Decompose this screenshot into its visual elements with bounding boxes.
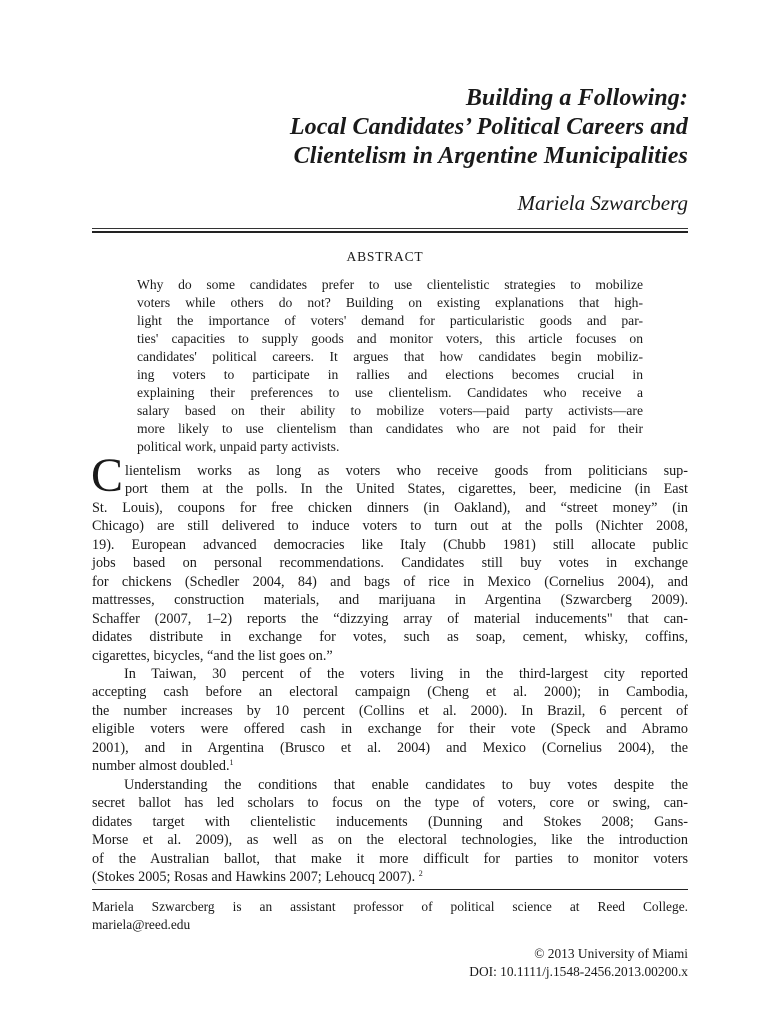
body-line: port them at the polls. In the United States, cigarettes, beer, medicine (in East: [125, 481, 688, 498]
body-line: [92, 868, 688, 886]
article-title: [128, 84, 688, 171]
abstract-text: [137, 276, 643, 456]
abstract-line: ties' capacities to supply goods and monitor voters, this article focuses on: [137, 331, 643, 346]
title-line: Building a Following:: [465, 85, 688, 111]
footnote-divider: [92, 889, 688, 890]
abstract-line: more likely to use clientelism than candidates who are not paid for their: [137, 421, 643, 436]
body-line: the number increases by 10 percent (Collins et al. 2000). In Brazil, 6 percent of: [92, 702, 688, 719]
abstract-line: Why do some candidates prefer to use clientelistic strategies to mobilize: [137, 277, 643, 292]
body-line: Schaffer (2007, 1–2) reports the “dizzying array of material inducements" that can-: [92, 610, 688, 627]
abstract-line: light the importance of voters' demand for particularistic goods and par-: [137, 313, 643, 328]
paragraph-3: [92, 776, 688, 887]
body-line: Morse et al. 2009), as well as on the electoral technologies, like the introduction: [92, 832, 688, 849]
body-line: St. Louis), coupons for free chicken dinners (in Oakland), and “street money” (in: [92, 499, 688, 516]
paragraph-2: [92, 665, 688, 776]
abstract-line: candidates' political careers. It argues that how candidates begin mobiliz-: [137, 349, 643, 364]
body-line-text: (Stokes 2005; Rosas and Hawkins 2007; Lehoucq 2007).: [92, 868, 416, 885]
abstract-line: explaining their preferences to use clientelism. Candidates who receive a: [137, 385, 643, 400]
title-line: Clientelism in Argentine Municipalities: [293, 143, 688, 169]
abstract-heading: ABSTRACT: [346, 249, 424, 264]
title-divider: [92, 228, 688, 233]
body-line: 2001), and in Argentina (Brusco et al. 2004) and Mexico (Cornelius 2004), the: [92, 739, 688, 756]
body-line: In Taiwan, 30 percent of the voters living in the third-largest city reported: [124, 665, 688, 682]
body-line: secret ballot has led scholars to focus on the type of voters, core or swing, can-: [92, 795, 688, 812]
doi[interactable]: DOI: 10.1111/j.1548-2456.2013.00200.x: [469, 964, 688, 979]
body-line: Understanding the conditions that enable candidates to buy votes despite the: [124, 776, 688, 793]
footnote-line: Mariela Szwarcberg is an assistant professor of political science at Reed College.: [92, 899, 688, 914]
copyright-notice: © 2013 University of Miami: [534, 946, 688, 961]
abstract-line: salary based on their ability to mobilize voters—paid party activists—are: [137, 403, 643, 418]
body-line: 19). European advanced democracies like Italy (Chubb 1981) still allocate public: [92, 536, 688, 553]
article-body: [91, 449, 688, 886]
body-line: mattresses, construction materials, and marijuana in Argentina (Szwarcberg 2009).: [92, 592, 688, 609]
footnote-ref[interactable]: 2: [418, 868, 423, 878]
body-line: cigarettes, bicycles, “and the list goes on.”: [92, 647, 333, 664]
footnote-ref[interactable]: 1: [229, 758, 234, 768]
body-line-text: number almost doubled.: [92, 758, 230, 775]
body-line: lientelism works as long as voters who receive goods from politicians sup-: [125, 463, 688, 479]
drop-cap: C: [91, 449, 124, 502]
abstract-line: ing voters to participate in rallies and elections becomes crucial in: [137, 367, 643, 382]
body-line: accepting cash before an electoral campaign (Cheng et al. 2000); in Cambodia,: [92, 684, 688, 701]
author-name: Mariela Szwarcberg: [517, 191, 688, 215]
body-line: [92, 757, 688, 775]
body-line: didates distribute in exchange for votes, such as soap, cement, whisky, coffins,: [92, 629, 688, 646]
abstract-line: voters while others do not? Building on existing explanations that high-: [137, 295, 643, 310]
body-line: of the Australian ballot, that make it more difficult for parties to monitor voters: [92, 850, 688, 867]
body-line: jobs based on personal recommendations. Candidates still buy votes in exchange: [92, 555, 688, 572]
body-line: didates target with clientelistic inducements (Dunning and Stokes 2008; Gans-: [92, 813, 688, 830]
body-line: for chickens (Schedler 2004, 84) and bags of rice in Mexico (Cornelius 2004), and: [92, 573, 688, 590]
author-email[interactable]: mariela@reed.edu: [92, 917, 191, 932]
body-line: eligible voters were offered cash in exchange for their vote (Speck and Abramo: [92, 721, 688, 738]
paragraph-1: [91, 449, 688, 665]
title-line: Local Candidates’ Political Careers and: [289, 114, 688, 140]
body-line: Chicago) are still delivered to induce voters to turn out at the polls (Nichter 2008,: [92, 518, 688, 535]
publication-info: [469, 945, 688, 981]
author-footnote: [92, 898, 688, 934]
abstract-line: political work, unpaid party activists.: [137, 439, 340, 454]
